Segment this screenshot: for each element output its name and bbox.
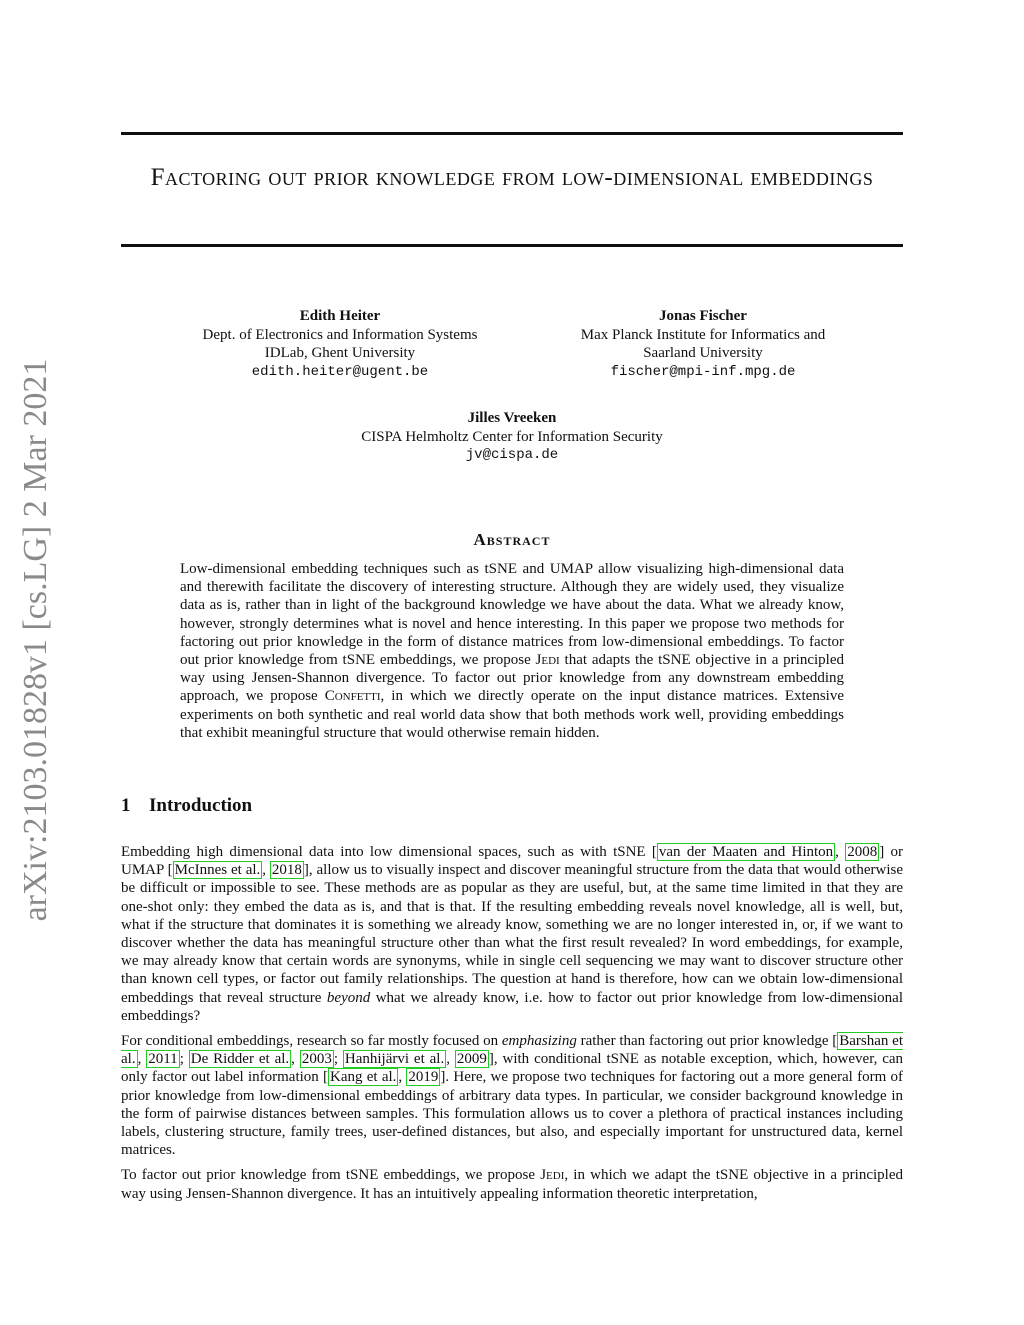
citation-link[interactable]: McInnes et al. (174, 862, 261, 879)
author-affiliation: Dept. of Electronics and Information Systems (202, 326, 478, 343)
text-run: ; (333, 1051, 343, 1068)
citation-link[interactable]: 2011 (148, 1051, 178, 1068)
method-name-confetti: Confetti (324, 688, 381, 705)
section-title: Introduction (149, 795, 253, 816)
text-run: , (446, 1051, 455, 1068)
author-email[interactable]: jv@cispa.de (465, 447, 559, 463)
abstract-part: that adapts the tSNE objective in a principled way using Jensen-Shannon divergence. To factor out prior knowledge from any downstream embedding approach, we propose (180, 652, 844, 705)
citation-link[interactable]: 2008 (847, 844, 878, 860)
title-rule-top (121, 132, 903, 135)
author-block (150, 307, 530, 381)
citation-link[interactable]: De Ridder et al. (190, 1051, 290, 1068)
author-email[interactable]: fischer@mpi-inf.mpg.de (610, 363, 796, 380)
text-run: Embedding high dimensional data into low dimensional spaces, such as with tSNE [ (121, 844, 657, 860)
abstract-part: Low-dimensional embedding techniques such as tSNE and UMAP allow visualizing high-dimensional data and therewith facilitate the discovery of interesting structure. Although they are widely used, they visualize data as is, rather than in light of the background knowledge we have about the data. What we already know, however, strongly determines what is novel and hence interesting. In this paper we propose two methods for factoring out prior knowledge in the form of distance matrices from low-dimensional embeddings. To factor out prior knowledge from tSNE embeddings, we propose (180, 561, 844, 669)
citation-link[interactable]: 2009 (456, 1051, 487, 1068)
text-run: ] or UMAP [ (121, 844, 904, 879)
citation-link[interactable]: van der Maaten and Hinton (658, 844, 834, 860)
abstract-part: , in which we directly operate on the input distance matrices. Extensive experiments on both synthetic and real world data show that both methods work well, providing embeddings that exhibit meaningful structure that would otherwise remain hidden. (180, 688, 844, 741)
text-run: , (262, 862, 270, 879)
arxiv-identifier: arXiv:2103.01828v1 [cs.LG] 2 Mar 2021 (17, 358, 54, 922)
method-name-jedi: Jedi (540, 1167, 565, 1184)
introduction-body (121, 843, 903, 1210)
citation-link[interactable]: 2018 (271, 862, 302, 879)
emphasis: beyond (326, 989, 371, 1006)
citation-link[interactable]: 2003 (301, 1051, 332, 1068)
author-affiliation: IDLab, Ghent University (264, 345, 416, 361)
abstract-heading: Abstract (473, 530, 551, 549)
text-run: what we already know, i.e. how to factor out prior knowledge from low-dimensional embeddings? (121, 989, 903, 1024)
method-name-jedi: Jedi (535, 652, 560, 669)
author-name: Edith Heiter (299, 308, 381, 324)
author-name: Jilles Vreeken (467, 410, 557, 426)
paragraph (121, 1166, 903, 1202)
author-block (262, 409, 762, 465)
text-run: , in which we adapt the tSNE objective in a principled way using Jensen-Shannon divergence. It has an intuitively appealing information theoretic interpretation, (121, 1167, 903, 1202)
text-run: ]. Here, we propose two techniques for factoring out a more general form of prior knowledge from low-dimensional embeddings of arbitrary data types. In particular, we consider background knowledge in the form of pairwise distances between samples. This formulation allows us to cover a plethora of practical instances including labels, clustering structure, family trees, user-defined distances, but also, and especially important for unstructured data, kernel matrices. (121, 1069, 903, 1159)
paper-title: Factoring out prior knowledge from low-dimensional embeddings (150, 164, 874, 191)
author-name: Jonas Fischer (659, 308, 747, 324)
text-run: ], allow us to visually inspect and discover meaningful structure from the data that would otherwise be difficult or impossible to see. These methods are as popular as they are useful, but, at the same time limited in that they are one-shot only: they embed the data as is, and that is that. If the resulting embedding reveals novel knowledge, all is well, but, what if the structure that dominates it is something we already know, something we are no longer interested in, or, if we want to discover whether the data has meaningful structure other than what the first result revealed? In word embeddings, for example, we may already know that certain words are synonyms, while in single cell sequencing we may want to discover structure other than known cell types, or factor out family relationships. The question at hand is therefore, how can we obtain low-dimensional embeddings that reveal structure (121, 862, 903, 1006)
text-run: ], with conditional tSNE as notable exception, which, however, can only factor out label information [ (121, 1051, 904, 1086)
section-heading (121, 795, 252, 817)
author-email[interactable]: edith.heiter@ugent.be (251, 363, 429, 380)
paragraph (121, 843, 903, 1025)
text-run: , (835, 844, 846, 860)
author-affiliation: Saarland University (643, 345, 763, 361)
text-run: , (398, 1069, 407, 1086)
citation-link[interactable]: Barshan et al. (121, 1033, 903, 1068)
section-number: 1 (121, 795, 131, 816)
abstract-text (180, 560, 844, 742)
author-block (520, 307, 886, 381)
text-run: rather than factoring out prior knowledge [ (576, 1033, 838, 1050)
citation-link[interactable]: Kang et al. (330, 1069, 397, 1086)
citation-link[interactable]: Hanhijärvi et al. (344, 1051, 445, 1068)
text-run: For conditional embeddings, research so far mostly focused on (121, 1033, 502, 1050)
author-affiliation: CISPA Helmholtz Center for Information Security (361, 428, 663, 445)
title-rule-bottom (121, 244, 903, 247)
author-affiliation: Max Planck Institute for Informatics and (580, 326, 826, 343)
text-run: , (291, 1051, 300, 1068)
text-run: ; (179, 1051, 189, 1068)
emphasis: emphasizing (501, 1033, 577, 1050)
text-run: To factor out prior knowledge from tSNE embeddings, we propose (121, 1167, 541, 1184)
paragraph (121, 1032, 903, 1159)
text-run: , (137, 1051, 147, 1068)
citation-link[interactable]: 2019 (408, 1069, 439, 1086)
